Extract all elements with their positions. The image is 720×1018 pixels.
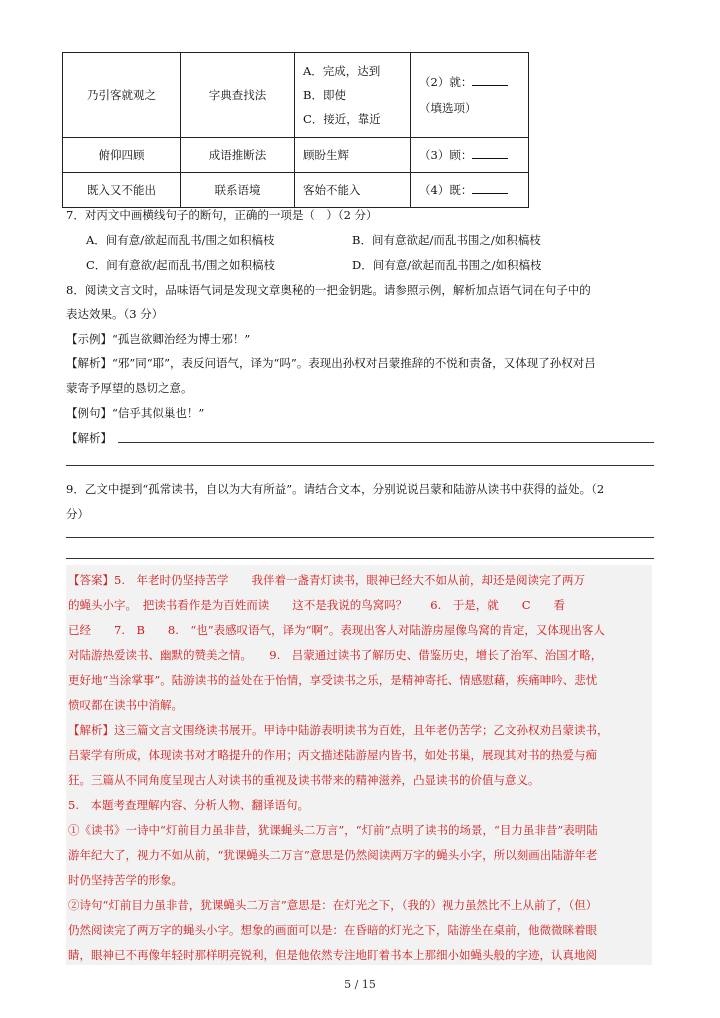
page-number: 5 / 15 bbox=[344, 978, 376, 991]
table-cell-example: 顾盼生辉 bbox=[295, 138, 411, 173]
question-9-stem-cont: 分） bbox=[66, 507, 89, 521]
question-7-option-b: B．间有意欲起/而乱书围之/如积槁枝 bbox=[352, 233, 541, 247]
answer-line bbox=[118, 442, 654, 443]
answer-blank bbox=[472, 148, 508, 159]
answer-line bbox=[66, 558, 654, 559]
question-label: （4）既： bbox=[419, 183, 473, 197]
option-b: B．即使 bbox=[303, 88, 346, 102]
answer-line bbox=[66, 537, 654, 538]
answer-line-1: 【答案】5. 年老时仍坚持苦学 我伴着一盏青灯读书，眼神已经大不如从前，却还是阅读完了两万 bbox=[68, 573, 585, 587]
question-8-stem-cont: 表达效果。（3 分） bbox=[66, 307, 164, 321]
table-cell-phrase: 俯仰四顾 bbox=[63, 138, 181, 173]
table-cell-question bbox=[411, 173, 529, 208]
question-8-stem: 8．阅读文言文时，品味语气词是发现文章奥秘的一把金钥匙。请参照示例，解析加点语气词在句子中的 bbox=[66, 283, 591, 297]
answer-line-6: 愤叹都在读书中消解。 bbox=[68, 698, 183, 712]
answer-line-2: 的蝇头小字。 把读书看作是为百姓而读 这不是我说的鸟窝吗？ 6. 于是，就 C 看 bbox=[68, 598, 566, 612]
analysis-line-1: 【解析】这三篇文言文围绕读书展开。甲诗中陆游表明读书为百姓，且年老仍苦学；乙文孙权劝吕蒙读书， bbox=[68, 723, 609, 737]
question-note: （填选项） bbox=[419, 101, 477, 115]
analysis-line-4: 5. 本题考查理解内容、分析人物、翻译语句。 bbox=[68, 798, 309, 812]
question-8-answer-label: 【解析】 bbox=[66, 431, 112, 445]
table-cell-method: 成语推断法 bbox=[181, 138, 295, 173]
analysis-line-3: 狂。三篇从不同角度呈现古人对读书的重视及读书带来的精神滋养，凸显读书的价值与意义。 bbox=[68, 773, 540, 787]
question-9-stem: 9．乙文中提到“孤常读书，自以为大有所益”。请结合文本，分别说说吕蒙和陆游从读书中获得的益处。（2 bbox=[66, 482, 605, 496]
table-row bbox=[63, 173, 529, 208]
table-cell-method: 字典查找法 bbox=[181, 53, 295, 138]
question-8-analysis-cont: 蒙寄予厚望的恳切之意。 bbox=[66, 381, 193, 395]
table-cell-question bbox=[411, 138, 529, 173]
answer-blank bbox=[472, 183, 508, 194]
table-cell-question bbox=[411, 53, 529, 138]
analysis-line-7: 时仍坚持苦学的形象。 bbox=[68, 873, 183, 887]
answer-line-5: 更好地“当涂掌事”。陆游读书的益处在于怡情，享受读书之乐，是精神寄托、情感慰藉，疾痛呻吟、悲忧 bbox=[68, 673, 598, 687]
question-8-analysis: 【解析】“邪”同“耶”，表反问语气，译为“吗”。表现出孙权对吕蒙推辞的不悦和责备，又体现了孙权对吕 bbox=[66, 356, 596, 370]
question-7-option-c: C．间有意欲/起而乱书/围之如积槁枝 bbox=[86, 258, 276, 272]
analysis-line-9: 仍然阅读完了两万字的蝇头小字。想象的画面可以是：在昏暗的灯光之下，陆游坐在桌前，他微微眯着眼 bbox=[68, 923, 597, 937]
table-cell-options bbox=[295, 53, 411, 138]
vocabulary-table bbox=[62, 52, 529, 208]
analysis-line-6: 游年纪大了，视力不如从前，“犹课蝇头二万言”意思是仍然阅读两万字的蝇头小字，所以刻画出陆游年老 bbox=[68, 848, 598, 862]
table-cell-example: 客始不能入 bbox=[295, 173, 411, 208]
question-8-example-sentence: 【例句】“信乎其似巢也！” bbox=[66, 406, 205, 420]
option-c: C．接近，靠近 bbox=[303, 112, 381, 126]
question-7-option-a: A．间有意/欲起而乱书/围之如积槁枝 bbox=[86, 233, 275, 247]
question-label: （2）就： bbox=[419, 75, 473, 89]
analysis-line-10: 睛，眼神已不再像年轻时那样明亮锐利，但是他依然专注地盯着书本上那细小如蝇头般的字迹，认真地阅 bbox=[68, 948, 597, 962]
analysis-line-8: ②诗句“灯前目力虽非昔，犹课蝇头二万言”意思是：在灯光之下，（我的）视力虽然比不上从前了，（但） bbox=[68, 898, 598, 912]
table-cell-method: 联系语境 bbox=[181, 173, 295, 208]
analysis-line-5: ①《读书》一诗中“灯前目力虽非昔，犹课蝇头二万言”，“灯前”点明了读书的场景，“目力虽非昔”表明陆 bbox=[68, 823, 598, 837]
answer-line-3: 已经 7. B 8. “也”表感叹语气，译为“啊”。表现出客人对陆游房屋像鸟窝的肯定，又体现出客人 bbox=[68, 623, 605, 637]
table-row bbox=[63, 138, 529, 173]
table-cell-phrase: 乃引客就观之 bbox=[63, 53, 181, 138]
analysis-line-2: 吕蒙学有所成，体现读书对才略提升的作用；丙文描述陆游屋内皆书，如处书巢，展现其对书的热爱与痴 bbox=[68, 748, 597, 762]
question-7-stem: 7．对丙文中画横线句子的断句，正确的一项是（ ）（2 分） bbox=[66, 208, 378, 222]
answer-line-4: 对陆游热爱读书、幽默的赞美之情。 9. 吕蒙通过读书了解历史、借鉴历史，增长了治军、治国才略， bbox=[68, 648, 603, 662]
answer-line bbox=[66, 465, 654, 466]
table-row bbox=[63, 53, 529, 138]
question-label: （3）顾： bbox=[419, 148, 473, 162]
question-8-example: 【示例】“孤岂欲卿治经为博士邪！” bbox=[66, 332, 251, 346]
answer-blank bbox=[472, 75, 508, 86]
table-cell-phrase: 既入又不能出 bbox=[63, 173, 181, 208]
option-a: A．完成，达到 bbox=[303, 64, 381, 78]
question-7-option-d: D．间有意/欲起而乱书围之/如积槁枝 bbox=[352, 258, 542, 272]
